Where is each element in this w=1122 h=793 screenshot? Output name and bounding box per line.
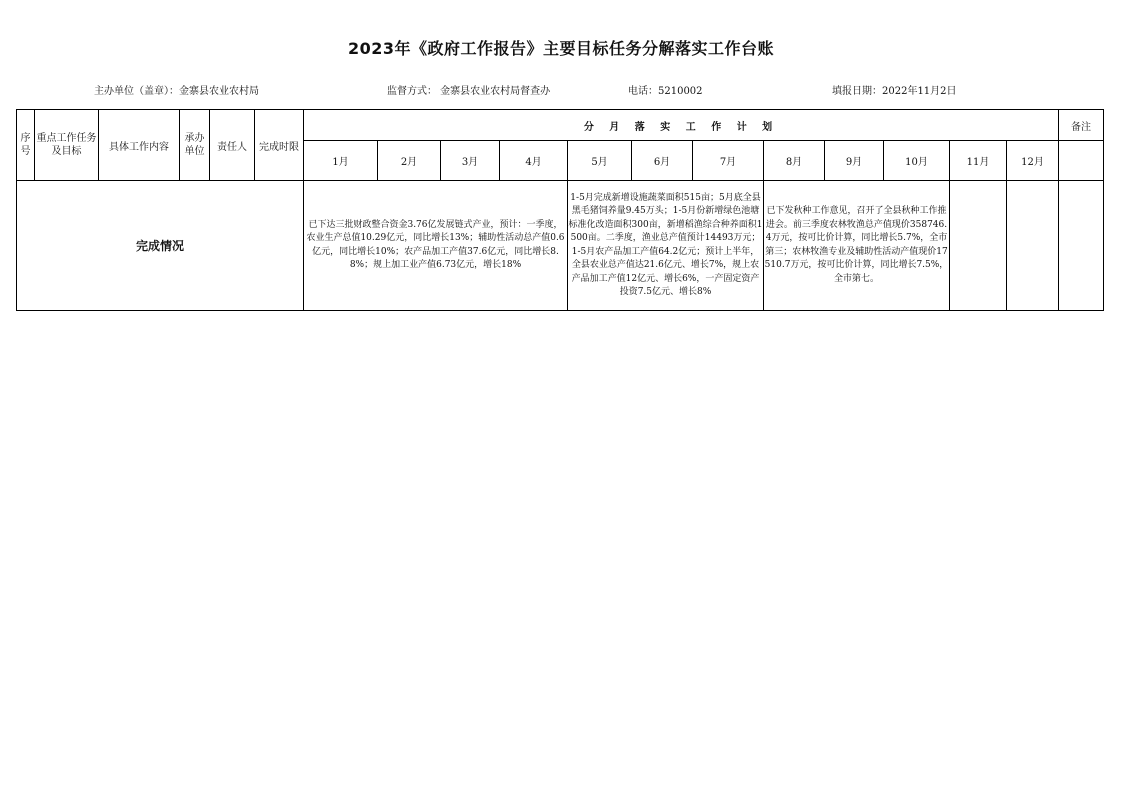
month-header: 9月 [825, 141, 884, 181]
report-date-label: 填报日期：2022年11月2日 [832, 86, 957, 97]
month-header: 11月 [950, 141, 1007, 181]
header-seq: 序号 [17, 110, 35, 181]
completion-q2-text: 1-5月完成新增设施蔬菜面积515亩；5月底全县黑毛猪饲养量9.45万头；1-5月份新增绿色池塘标准化改造面积300亩，新增稻渔综合种养面积1500亩。二季度，渔业总产值预计14493万元；1-5月农产品加工产值64.2亿元；预计上半年，全县农业总产值达21.6亿元、增长7%，规上农产品加工产值12亿元、增长6%，一产固定资产投资7.5亿元、增长8% [568, 181, 764, 311]
supervision-label: 监督方式： 金寨县农业农村局督查办 [387, 86, 551, 97]
month-header: 5月 [568, 141, 632, 181]
header-person: 责任人 [210, 110, 255, 181]
completion-q1-text: 已下达三批财政整合资金3.76亿发展链式产业，预计：一季度，农业生产总值10.29亿元，同比增长13%；辅助性活动总产值0.6亿元，同比增长10%；农产品加工产值37.6亿元，同比增长8.8%；规上加工业产值6.73亿元，增长18% [304, 181, 568, 311]
header-content: 具体工作内容 [99, 110, 180, 181]
month-header: 10月 [884, 141, 950, 181]
page-title: 2023年《政府工作报告》主要目标任务分解落实工作台账 [347, 39, 775, 58]
header-deadline: 完成时限 [255, 110, 304, 181]
header-monthly-plan: 分 月 落 实 工 作 计 划 [304, 110, 1059, 141]
month-header: 7月 [693, 141, 764, 181]
completion-empty-cell [1059, 181, 1104, 311]
remark-empty-cell [1059, 141, 1104, 181]
ledger-table [16, 109, 1104, 311]
month-header: 6月 [632, 141, 693, 181]
header-unit: 承办单位 [180, 110, 210, 181]
month-header: 3月 [441, 141, 500, 181]
phone-label: 电话：5210002 [628, 86, 703, 97]
month-header: 12月 [1007, 141, 1059, 181]
completion-q3-text: 已下发秋种工作意见，召开了全县秋种工作推进会。前三季度农林牧渔总产值现价358746.4万元，按可比价计算，同比增长5.7%，全市第三；农林牧渔专业及辅助性活动产值现价17510.7万元，按可比价计算，同比增长7.5%，全市第七。 [764, 181, 950, 311]
completion-empty-cell [950, 181, 1007, 311]
month-header: 4月 [500, 141, 568, 181]
month-header: 2月 [378, 141, 441, 181]
completion-empty-cell [1007, 181, 1059, 311]
header-task: 重点工作任务及目标 [35, 110, 99, 181]
month-header: 1月 [304, 141, 378, 181]
organizer-label: 主办单位（盖章）：金寨县农业农村局 [94, 86, 259, 97]
month-header: 8月 [764, 141, 825, 181]
header-remark: 备注 [1059, 110, 1104, 141]
completion-label: 完成情况 [17, 181, 304, 311]
